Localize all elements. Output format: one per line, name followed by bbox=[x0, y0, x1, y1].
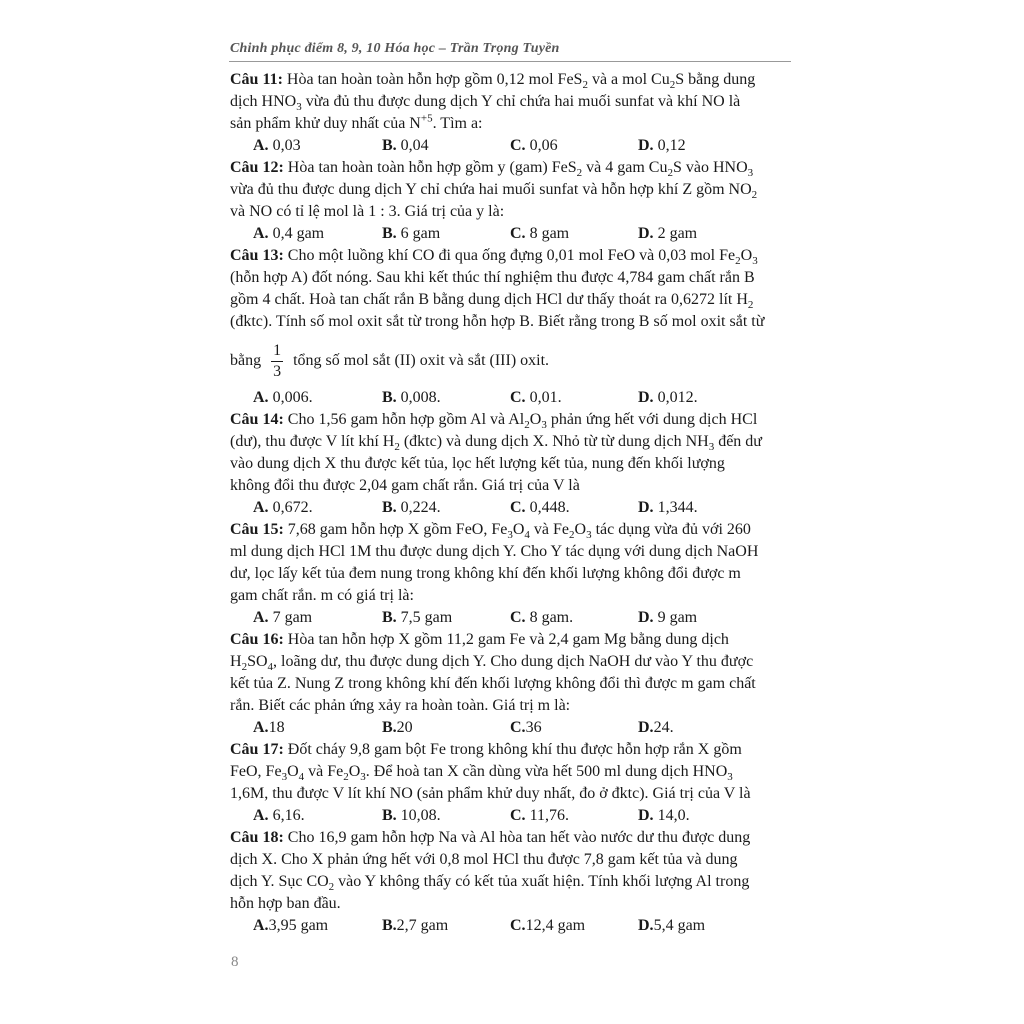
subscript: 2 bbox=[582, 79, 588, 92]
answer-value: 0,224. bbox=[396, 499, 441, 516]
text-run: bằng bbox=[230, 352, 262, 369]
question-block bbox=[230, 409, 791, 519]
question-block bbox=[230, 69, 791, 157]
answer-option bbox=[638, 497, 768, 519]
answer-option bbox=[230, 805, 382, 827]
answer-value: 8 gam bbox=[525, 225, 570, 242]
answer-letter: C. bbox=[510, 137, 526, 154]
subscript: 3 bbox=[360, 771, 366, 784]
text-run: kết tủa Z. Nung Z trong không khí đến khối lượng không đổi thì được m gam chất bbox=[230, 675, 756, 692]
text-run: và Fe bbox=[304, 763, 344, 780]
answer-options bbox=[230, 223, 791, 245]
subscript: 3 bbox=[727, 771, 733, 784]
question-block bbox=[230, 245, 791, 409]
answer-letter: C. bbox=[510, 719, 526, 736]
subscript: 3 bbox=[296, 101, 302, 114]
subscript: 3 bbox=[747, 167, 754, 180]
answer-value: 7 gam bbox=[268, 609, 313, 626]
subscript: 4 bbox=[524, 529, 530, 542]
text-run: và a mol Cu bbox=[587, 71, 670, 88]
question-number: Câu 12: bbox=[230, 159, 284, 176]
text-run: Cho một luồng khí CO đi qua ống đựng 0,01 mol FeO và 0,03 mol Fe bbox=[283, 247, 736, 264]
question-text-line bbox=[230, 585, 791, 607]
question-block bbox=[230, 739, 791, 827]
question-text-line bbox=[230, 519, 791, 541]
answer-value: 6,16. bbox=[268, 807, 305, 824]
page-number: 8 bbox=[231, 954, 239, 970]
answer-option bbox=[510, 387, 638, 409]
answer-letter: B. bbox=[382, 225, 397, 242]
question-text-line bbox=[230, 201, 791, 223]
answer-option bbox=[382, 915, 510, 937]
question-number: Câu 16: bbox=[230, 631, 284, 648]
answer-value: 0,448. bbox=[525, 499, 570, 516]
answer-value: 12,4 gam bbox=[525, 917, 586, 934]
question-text-line bbox=[230, 827, 791, 849]
text-run: dư, lọc lấy kết tủa đem nung trong không khí đến khối lượng không đổi được m bbox=[230, 565, 741, 582]
answer-value: 0,01. bbox=[525, 389, 562, 406]
subscript: 2 bbox=[751, 189, 758, 202]
subscript: 2 bbox=[747, 299, 754, 312]
subscript: 2 bbox=[241, 661, 248, 674]
answer-letter: B. bbox=[382, 807, 397, 824]
answer-letter: B. bbox=[382, 609, 397, 626]
answer-option bbox=[230, 135, 382, 157]
answer-letter: A. bbox=[253, 807, 269, 824]
text-run: Cho 1,56 gam hỗn hợp gồm Al và Al bbox=[283, 411, 525, 428]
answer-value: 24. bbox=[653, 719, 674, 736]
subscript: 2 bbox=[569, 529, 575, 542]
text-run: O bbox=[287, 763, 299, 780]
answer-value: 7,5 gam bbox=[396, 609, 453, 626]
text-run: . Để hoà tan X cần dùng vừa hết 500 ml dung dịch HNO bbox=[365, 763, 728, 780]
text-run: và 4 gam Cu bbox=[582, 159, 668, 176]
answer-value: 10,08. bbox=[396, 807, 441, 824]
text-run: O bbox=[529, 411, 542, 428]
answer-value: 11,76. bbox=[525, 807, 569, 824]
subscript: 4 bbox=[267, 661, 274, 674]
answer-option bbox=[230, 717, 382, 739]
text-run: FeO, Fe bbox=[230, 763, 282, 780]
text-run: và NO có tỉ lệ mol là 1 : 3. Giá trị của y là: bbox=[230, 203, 505, 220]
answer-option bbox=[510, 805, 638, 827]
answer-value: 36 bbox=[525, 719, 542, 736]
answer-options bbox=[230, 805, 791, 827]
answer-letter: A. bbox=[253, 609, 269, 626]
text-run: ml dung dịch HCl 1M thu được dung dịch Y. Cho Y tác dụng với dung dịch NaOH bbox=[230, 543, 759, 560]
answer-letter: B. bbox=[382, 499, 397, 516]
answer-option bbox=[382, 607, 510, 629]
answer-option bbox=[382, 805, 510, 827]
question-text-line bbox=[230, 409, 791, 431]
text-run: Đốt cháy 9,8 gam bột Fe trong không khí thu được hỗn hợp rắn X gồm bbox=[283, 741, 742, 758]
text-run: (hỗn hợp A) đốt nóng. Sau khi kết thúc thí nghiệm thu được 4,784 gam chất rắn B bbox=[230, 269, 755, 286]
answer-letter: B. bbox=[382, 719, 397, 736]
text-run: , loãng dư, thu được dung dịch Y. Cho dung dịch NaOH dư vào Y thu được bbox=[273, 653, 754, 670]
answer-letter: D. bbox=[638, 807, 654, 824]
answer-letter: D. bbox=[638, 917, 654, 934]
subscript: 2 bbox=[735, 255, 741, 268]
answer-options bbox=[230, 135, 791, 157]
answer-option bbox=[510, 223, 638, 245]
text-run: đến dư bbox=[714, 433, 762, 450]
subscript: 3 bbox=[752, 255, 758, 268]
answer-value: 0,06 bbox=[525, 137, 558, 154]
question-text-line bbox=[230, 311, 791, 333]
answer-letter: D. bbox=[638, 389, 654, 406]
answer-value: 8 gam. bbox=[525, 609, 574, 626]
text-run: H bbox=[230, 653, 242, 670]
answer-letter: A. bbox=[253, 917, 269, 934]
subscript: 2 bbox=[667, 167, 673, 180]
answer-value: 6 gam bbox=[396, 225, 441, 242]
text-run: (dư), thu được V lít khí H bbox=[230, 433, 395, 450]
text-run: Hòa tan hoàn toàn hỗn hợp gồm y (gam) FeS bbox=[283, 159, 577, 176]
question-text-line bbox=[230, 739, 791, 761]
question-text-line bbox=[230, 651, 791, 673]
answer-value: 0,672. bbox=[268, 499, 313, 516]
answer-letter: C. bbox=[510, 609, 526, 626]
text-run: không đổi thu được 2,04 gam chất rắn. Giá trị của V là bbox=[230, 477, 580, 494]
answer-option bbox=[638, 387, 768, 409]
question-text-line bbox=[230, 475, 791, 497]
subscript: 2 bbox=[394, 441, 400, 454]
fraction-numerator: 1 bbox=[271, 341, 283, 362]
answer-value: 20 bbox=[396, 719, 413, 736]
subscript: 2 bbox=[524, 419, 530, 432]
answer-option bbox=[382, 497, 510, 519]
subscript: 3 bbox=[507, 529, 513, 542]
question-text-line bbox=[230, 267, 791, 289]
text-run: SO bbox=[247, 653, 268, 670]
answer-option bbox=[382, 717, 510, 739]
question-list bbox=[230, 69, 791, 937]
question-block bbox=[230, 629, 791, 739]
text-run: tổng số mol sắt (II) oxit và sắt (III) oxit. bbox=[293, 352, 550, 369]
text-run: tác dụng vừa đủ với 260 bbox=[591, 521, 751, 538]
question-number: Câu 17: bbox=[230, 741, 284, 758]
answer-value: 2,7 gam bbox=[396, 917, 449, 934]
fraction-line bbox=[230, 337, 791, 385]
text-run: O bbox=[574, 521, 587, 538]
answer-option bbox=[638, 805, 768, 827]
subscript: 3 bbox=[281, 771, 288, 784]
text-run: dịch X. Cho X phản ứng hết với 0,8 mol HCl thu được 7,8 gam kết tủa và dung bbox=[230, 851, 738, 868]
answer-option bbox=[510, 915, 638, 937]
text-run: (đktc). Tính số mol oxit sắt từ trong hỗn hợp B. Biết rằng trong B số mol oxit sắt từ bbox=[230, 313, 765, 330]
question-text-line bbox=[230, 431, 791, 453]
text-run: S bằng dung bbox=[675, 71, 756, 88]
answer-letter: B. bbox=[382, 917, 397, 934]
question-block bbox=[230, 157, 791, 245]
answer-options bbox=[230, 607, 791, 629]
answer-value: 0,008. bbox=[396, 389, 441, 406]
answer-options bbox=[230, 497, 791, 519]
answer-value: 14,0. bbox=[653, 807, 690, 824]
answer-value: 3,95 gam bbox=[268, 917, 329, 934]
text-run: vừa đủ thu được dung dịch Y chỉ chứa hai muối sunfat và khí NO là bbox=[301, 93, 741, 110]
text-run: dịch HNO bbox=[230, 93, 297, 110]
answer-option bbox=[510, 607, 638, 629]
question-text-line bbox=[230, 629, 791, 651]
question-text-line bbox=[230, 157, 791, 179]
answer-letter: A. bbox=[253, 389, 269, 406]
question-text-line bbox=[230, 563, 791, 585]
fraction bbox=[271, 341, 283, 382]
question-text-line bbox=[230, 91, 791, 113]
question-text-line bbox=[230, 541, 791, 563]
text-run: gam chất rắn. m có giá trị là: bbox=[230, 587, 414, 604]
question-text-line bbox=[230, 761, 791, 783]
text-run: O bbox=[740, 247, 753, 264]
answer-value: 2 gam bbox=[653, 225, 698, 242]
text-run: vừa đủ thu được dung dịch Y chỉ chứa hai muối sunfat và hỗn hợp khí Z gồm NO bbox=[230, 181, 752, 198]
text-run: phản ứng hết với dung dịch HCl bbox=[546, 411, 758, 428]
question-text-line bbox=[230, 849, 791, 871]
answer-letter: B. bbox=[382, 389, 397, 406]
answer-value: 5,4 gam bbox=[653, 917, 706, 934]
text-run: 7,68 gam hỗn hợp X gồm FeO, Fe bbox=[283, 521, 508, 538]
question-text-line bbox=[230, 179, 791, 201]
text-run: vào dung dịch X thu được kết tủa, lọc hết lượng kết tủa, nung đến khối lượng bbox=[230, 455, 725, 472]
question-block bbox=[230, 519, 791, 629]
answer-value: 0,03 bbox=[268, 137, 301, 154]
text-run: S vào HNO bbox=[672, 159, 748, 176]
answer-option bbox=[510, 497, 638, 519]
answer-letter: A. bbox=[253, 225, 269, 242]
answer-option bbox=[638, 223, 768, 245]
answer-letter: D. bbox=[638, 137, 654, 154]
question-number: Câu 18: bbox=[230, 829, 284, 846]
answer-letter: A. bbox=[253, 137, 269, 154]
running-header: Chinh phục điểm 8, 9, 10 Hóa học – Trần Trọng Tuyền bbox=[230, 41, 560, 56]
question-text-line bbox=[230, 245, 791, 267]
question-text-line bbox=[230, 673, 791, 695]
question-text-line bbox=[230, 453, 791, 475]
subscript: 2 bbox=[343, 771, 349, 784]
text-run: O bbox=[512, 521, 525, 538]
text-run: Hòa tan hỗn hợp X gồm 11,2 gam Fe và 2,4 gam Mg bằng dung dịch bbox=[283, 631, 729, 648]
question-text-line bbox=[230, 871, 791, 893]
answer-options bbox=[230, 387, 791, 409]
answer-value: 1,344. bbox=[653, 499, 698, 516]
answer-letter: D. bbox=[638, 499, 654, 516]
answer-letter: D. bbox=[638, 609, 654, 626]
answer-letter: D. bbox=[638, 719, 654, 736]
answer-options bbox=[230, 717, 791, 739]
answer-letter: C. bbox=[510, 389, 526, 406]
subscript: 2 bbox=[576, 167, 583, 180]
question-number: Câu 14: bbox=[230, 411, 284, 428]
answer-option bbox=[510, 135, 638, 157]
answer-option bbox=[230, 223, 382, 245]
answer-option bbox=[638, 717, 768, 739]
text-run: . Tìm a: bbox=[432, 115, 483, 132]
answer-letter: D. bbox=[638, 225, 654, 242]
subscript: 4 bbox=[298, 771, 305, 784]
text-run: 1,6M, thu được V lít khí NO (sản phẩm khử duy nhất, đo ở đktc). Giá trị của V là bbox=[230, 785, 751, 802]
subscript: 3 bbox=[586, 529, 592, 542]
answer-letter: B. bbox=[382, 137, 397, 154]
answer-value: 0,012. bbox=[653, 389, 698, 406]
answer-letter: C. bbox=[510, 225, 526, 242]
answer-letter: C. bbox=[510, 807, 526, 824]
text-run: (đktc) và dung dịch X. Nhỏ từ từ dung dịch NH bbox=[399, 433, 709, 450]
text-run: rắn. Biết các phản ứng xảy ra hoàn toàn. Giá trị m là: bbox=[230, 697, 571, 714]
question-text-line bbox=[230, 69, 791, 91]
question-text-line bbox=[230, 783, 791, 805]
answer-option bbox=[638, 135, 768, 157]
text-run: và Fe bbox=[529, 521, 570, 538]
answer-option bbox=[230, 387, 382, 409]
answer-options bbox=[230, 915, 791, 937]
text-run: dịch Y. Sục CO bbox=[230, 873, 329, 890]
answer-value: 0,4 gam bbox=[268, 225, 325, 242]
text-run: Hòa tan hoàn toàn hỗn hợp gồm 0,12 mol FeS bbox=[282, 71, 583, 88]
question-number: Câu 15: bbox=[230, 521, 284, 538]
text-run: O bbox=[348, 763, 361, 780]
answer-option bbox=[230, 607, 382, 629]
answer-option bbox=[382, 387, 510, 409]
fraction-denominator: 3 bbox=[273, 362, 282, 380]
answer-option bbox=[230, 497, 382, 519]
question-text-line bbox=[230, 113, 791, 135]
answer-letter: A. bbox=[253, 499, 269, 516]
subscript: 3 bbox=[708, 441, 715, 454]
answer-letter: C. bbox=[510, 499, 526, 516]
subscript: 2 bbox=[669, 79, 676, 92]
answer-option bbox=[510, 717, 638, 739]
answer-letter: A. bbox=[253, 719, 269, 736]
answer-letter: C. bbox=[510, 917, 526, 934]
text-run: sản phẩm khử duy nhất của N bbox=[230, 115, 421, 132]
answer-option bbox=[638, 915, 768, 937]
answer-option bbox=[230, 915, 382, 937]
answer-value: 0,006. bbox=[268, 389, 313, 406]
question-number: Câu 13: bbox=[230, 247, 284, 264]
question-text-line bbox=[230, 893, 791, 915]
text-run: hỗn hợp ban đầu. bbox=[230, 895, 341, 912]
question-number: Câu 11: bbox=[230, 71, 283, 88]
answer-option bbox=[382, 223, 510, 245]
question-block bbox=[230, 827, 791, 937]
answer-option bbox=[638, 607, 768, 629]
answer-option bbox=[382, 135, 510, 157]
header-rule bbox=[229, 61, 791, 62]
question-text-line bbox=[230, 695, 791, 717]
superscript: +5 bbox=[420, 112, 433, 125]
answer-value: 0,12 bbox=[653, 137, 686, 154]
subscript: 2 bbox=[328, 881, 335, 894]
answer-value: 0,04 bbox=[396, 137, 429, 154]
answer-value: 9 gam bbox=[653, 609, 698, 626]
subscript: 3 bbox=[541, 419, 547, 432]
question-text-line bbox=[230, 289, 791, 311]
answer-value: 18 bbox=[268, 719, 285, 736]
text-run: vào Y không thấy có kết tủa xuất hiện. Tính khối lượng Al trong bbox=[334, 873, 750, 890]
text-run: gồm 4 chất. Hoà tan chất rắn B bằng dung dịch HCl dư thấy thoát ra 0,6272 lít H bbox=[230, 291, 748, 308]
text-run: Cho 16,9 gam hỗn hợp Na và Al hòa tan hết vào nước dư thu được dung bbox=[283, 829, 751, 846]
